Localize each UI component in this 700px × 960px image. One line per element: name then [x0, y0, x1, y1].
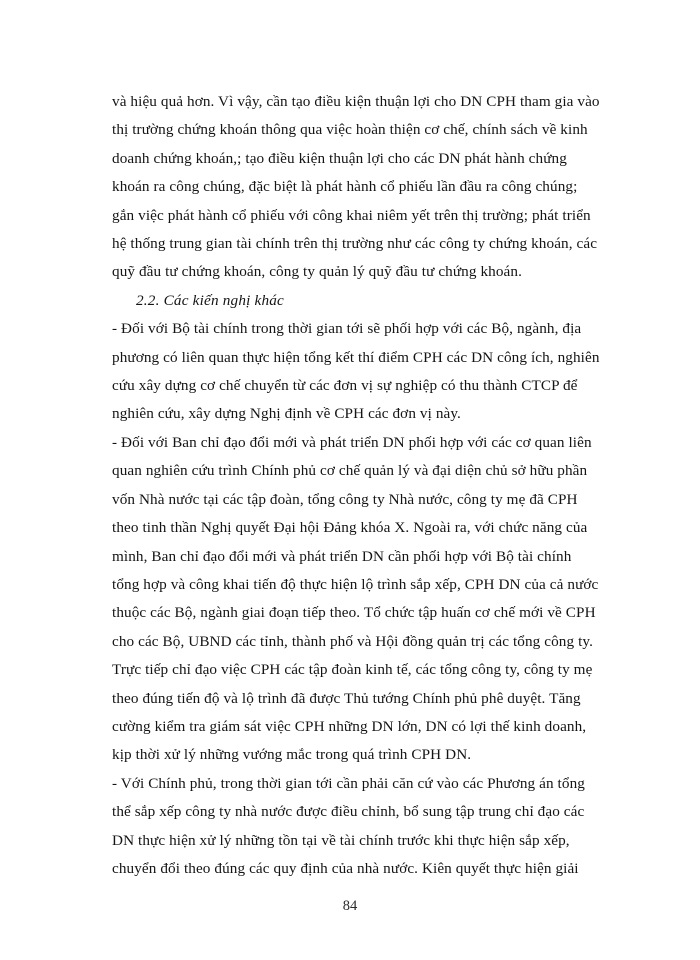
body-line: thể sắp xếp công ty nhà nước được điều chỉnh, bổ sung tập trung chỉ đạo các: [112, 803, 585, 821]
body-line: gắn việc phát hành cổ phiếu với công khai niêm yết trên thị trường; phát triển: [112, 206, 591, 224]
body-line: cứu xây dựng cơ chế chuyển từ các đơn vị sự nghiệp có thu thành CTCP để: [112, 377, 578, 395]
body-line: nghiên cứu, xây dựng Nghị định về CPH các đơn vị này.: [112, 405, 461, 423]
body-line: - Đối với Ban chỉ đạo đổi mới và phát triển DN phối hợp với các cơ quan liên: [112, 433, 592, 451]
body-line: thuộc các Bộ, ngành giai đoạn tiếp theo. Tổ chức tập huấn cơ chế mới về CPH: [112, 604, 596, 622]
body-line: cho các Bộ, UBND các tỉnh, thành phố và Hội đồng quản trị các tổng công ty.: [112, 632, 594, 650]
body-line: vốn Nhà nước tại các tập đoàn, tổng công ty Nhà nước, công ty mẹ đã CPH: [112, 490, 578, 508]
body-line: cường kiểm tra giám sát việc CPH những DN lớn, DN có lợi thế kinh doanh,: [112, 717, 587, 735]
body-text-column: [112, 88, 600, 883]
body-line: mình, Ban chỉ đạo đổi mới và phát triển DN cần phối hợp với Bộ tài chính: [112, 547, 572, 565]
body-line: Trực tiếp chỉ đạo việc CPH các tập đoàn kinh tế, các tổng công ty, công ty mẹ: [112, 661, 593, 679]
body-line: kịp thời xử lý những vướng mắc trong quá trình CPH DN.: [112, 746, 472, 764]
body-line: theo đúng tiến độ và lộ trình đã được Thủ tướng Chính phủ phê duyệt. Tăng: [112, 689, 581, 707]
body-line: - Với Chính phủ, trong thời gian tới cần phải căn cứ vào các Phương án tổng: [112, 774, 585, 792]
body-line: khoán ra công chúng, đặc biệt là phát hành cổ phiếu lần đầu ra công chúng;: [112, 178, 578, 196]
body-line: phương có liên quan thực hiện tổng kết thí điểm CPH các DN công ích, nghiên: [112, 348, 600, 366]
body-line: thị trường chứng khoán thông qua việc hoàn thiện cơ chế, chính sách về kinh: [112, 121, 588, 139]
body-line: quỹ đầu tư chứng khoán, công ty quản lý quỹ đầu tư chứng khoán.: [112, 263, 522, 281]
body-line: và hiệu quả hơn. Vì vậy, cần tạo điều kiện thuận lợi cho DN CPH tham gia vào: [112, 93, 600, 110]
section-heading: 2.2. Các kiến nghị khác: [136, 291, 284, 309]
body-line: - Đối với Bộ tài chính trong thời gian tới sẽ phối hợp với các Bộ, ngành, địa: [112, 320, 582, 338]
page-number: 84: [342, 898, 358, 914]
body-line: hệ thống trung gian tài chính trên thị trường như các công ty chứng khoán, các: [112, 235, 598, 253]
body-line: quan nghiên cứu trình Chính phủ cơ chế quản lý và đại diện chủ sở hữu phần: [112, 462, 588, 480]
body-line: tổng hợp và công khai tiến độ thực hiện lộ trình sắp xếp, CPH DN của cả nước: [112, 575, 599, 593]
body-line: theo tinh thần Nghị quyết Đại hội Đảng khóa X. Ngoài ra, với chức năng của: [112, 519, 588, 537]
body-line: doanh chứng khoán,; tạo điều kiện thuận lợi cho các DN phát hành chứng: [112, 149, 567, 167]
body-line: DN thực hiện xử lý những tồn tại về tài chính trước khi thực hiện sắp xếp,: [112, 831, 570, 849]
body-line: chuyển đổi theo đúng các quy định của nhà nước. Kiên quyết thực hiện giải: [112, 859, 579, 877]
